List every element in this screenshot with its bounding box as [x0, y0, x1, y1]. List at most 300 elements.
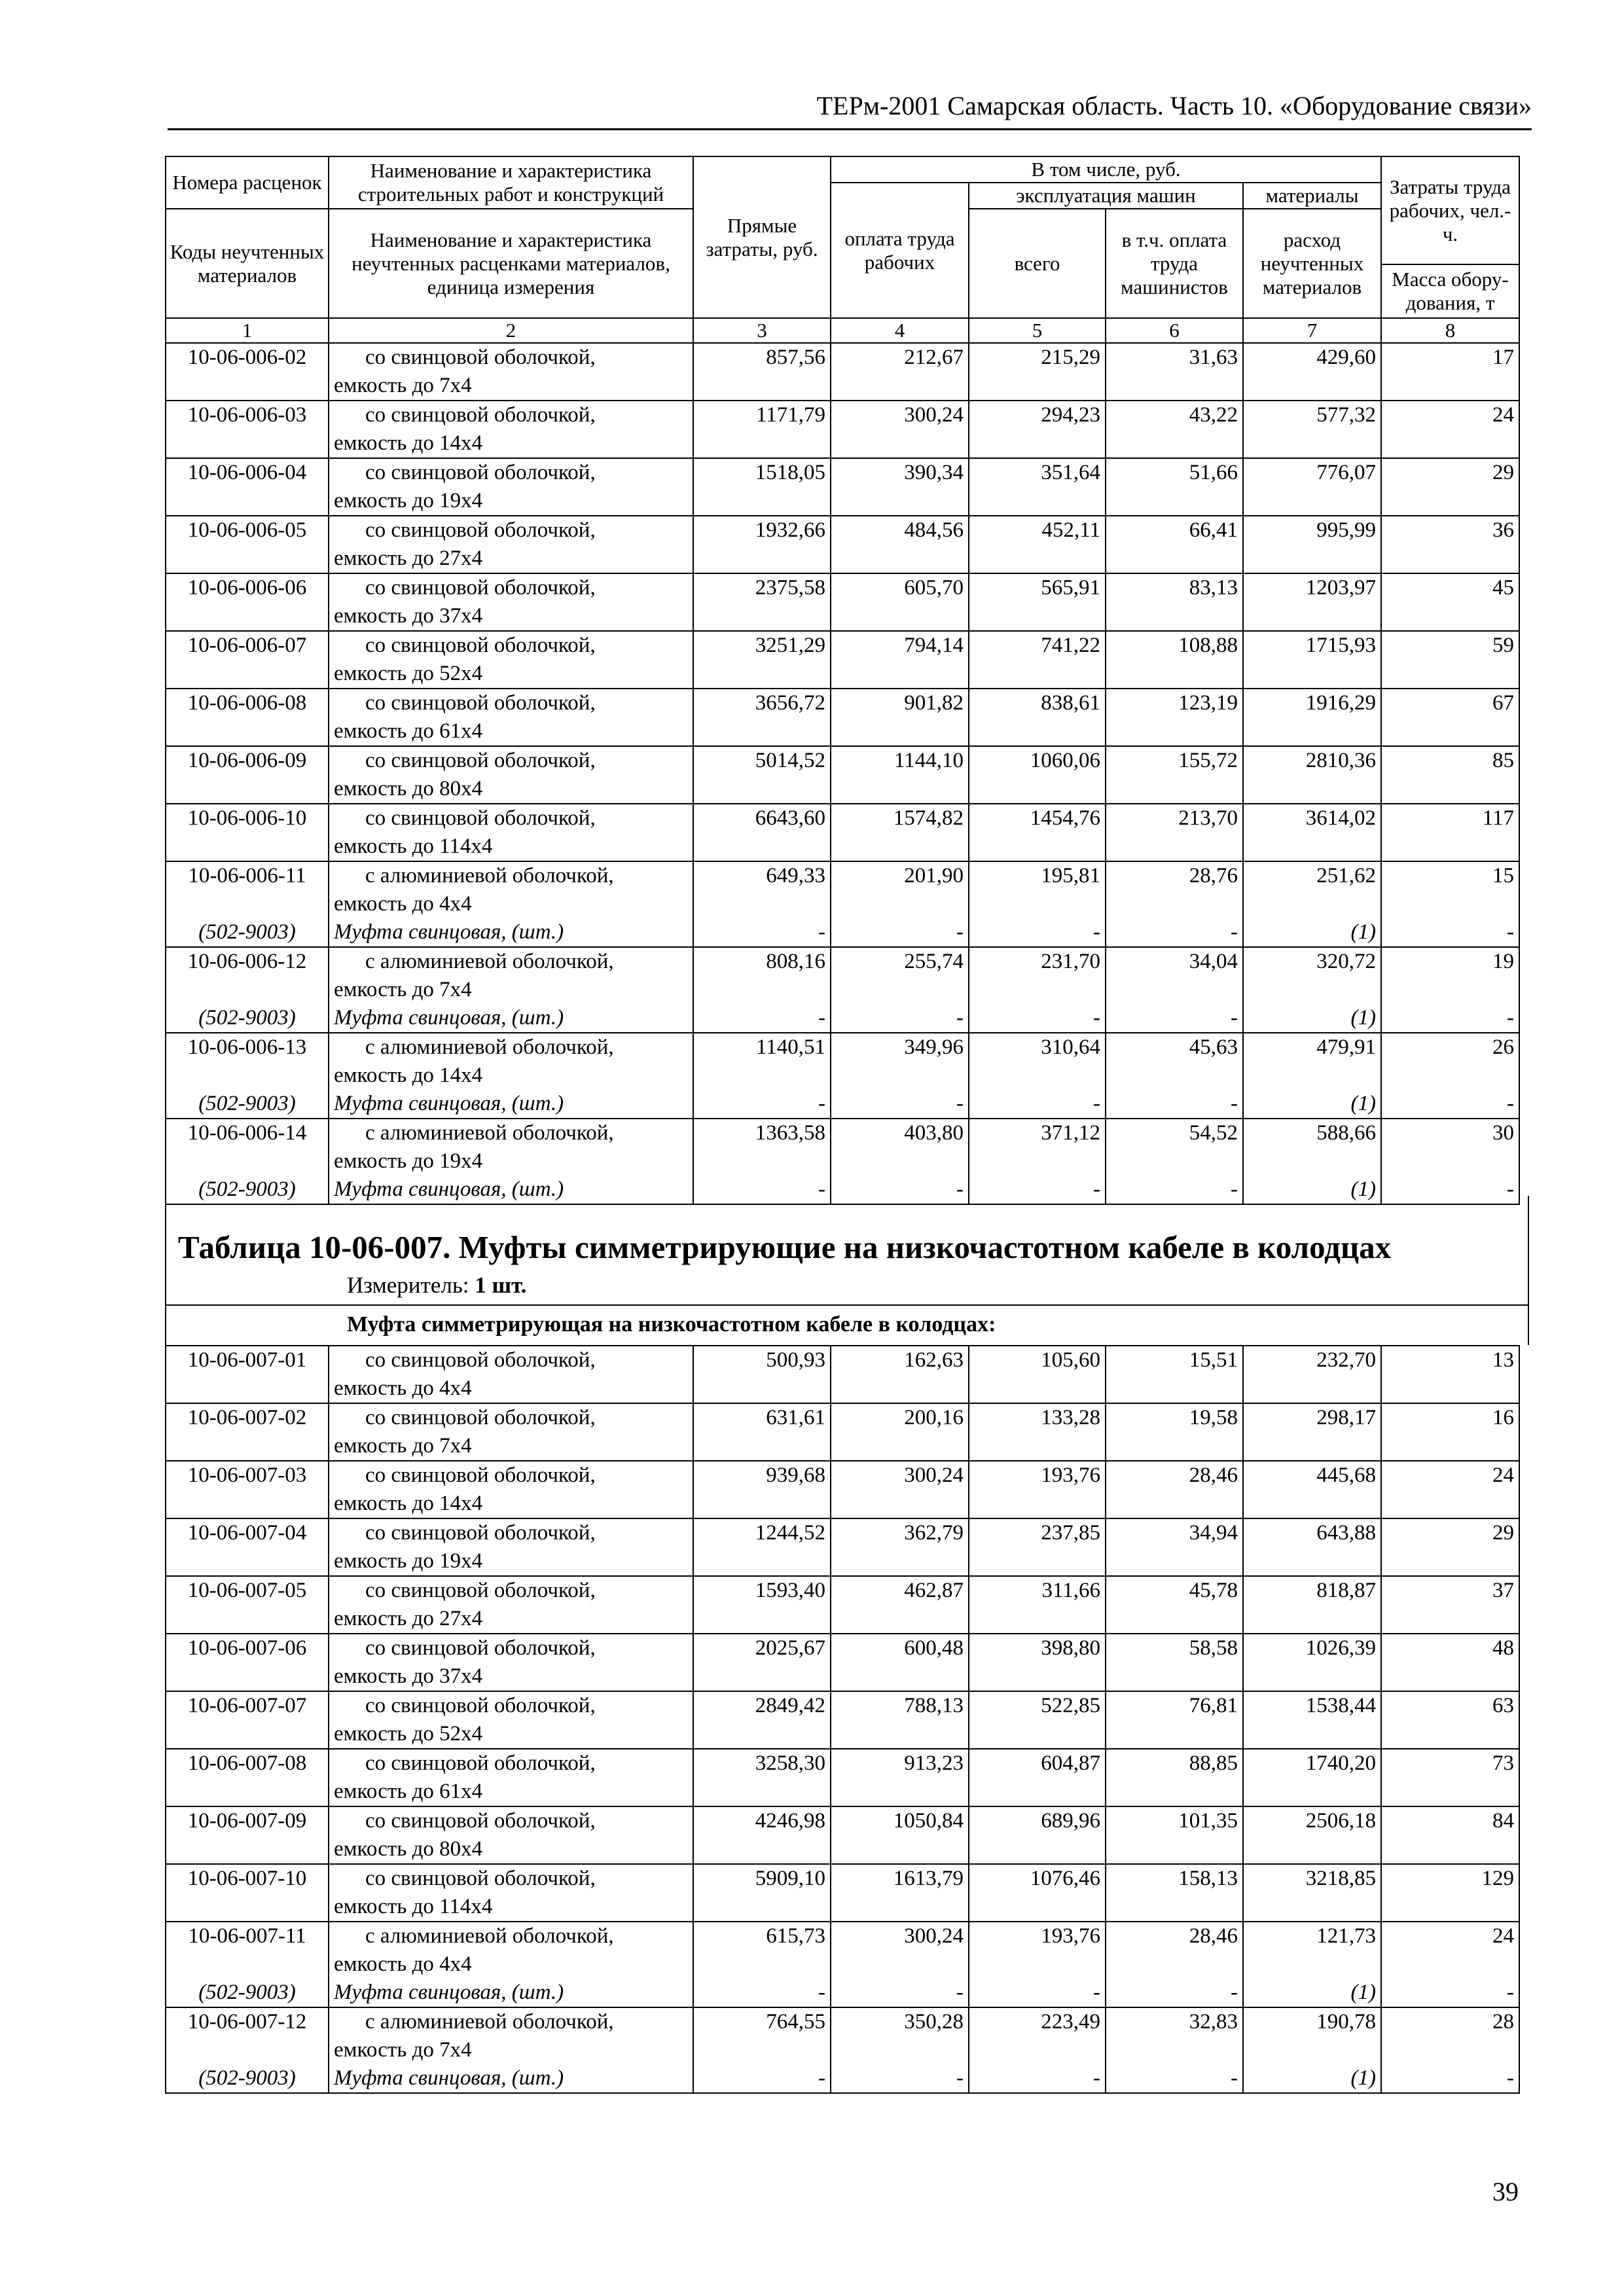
machines-header: эксплуатация машин: [969, 183, 1243, 209]
rate-name-line1: со свинцовой оболочкой,: [365, 346, 596, 369]
materials-cost: 232,70: [1243, 1346, 1381, 1403]
direct-costs: 939,68: [693, 1461, 831, 1518]
col-number: 4: [831, 318, 969, 343]
material-dash: -: [1507, 2066, 1514, 2090]
machinists-pay: 43,22: [1106, 401, 1243, 458]
machines-total-value: 195,81: [1041, 864, 1100, 888]
labor-hours: [1381, 1119, 1519, 1204]
materials-cost: [1243, 947, 1381, 1033]
materials-cost: 3218,85: [1243, 1864, 1381, 1922]
column-header-table: [165, 156, 1520, 344]
col1-bottom-header: Коды неучтенных материалов: [166, 209, 329, 318]
material-dash: -: [956, 2066, 964, 2090]
rate-row: [166, 1864, 1519, 1922]
machinists-pay: 51,66: [1106, 458, 1243, 516]
rate-name-line1: со свинцовой оболочкой,: [365, 1694, 596, 1717]
labor-pay: 913,23: [831, 1749, 969, 1806]
direct-costs: 5014,52: [693, 746, 831, 804]
material-dash: -: [1093, 1006, 1100, 1030]
material-dash: -: [1231, 1981, 1238, 2004]
labor-hours: 129: [1381, 1864, 1519, 1922]
materials-cost: 3614,02: [1243, 804, 1381, 861]
rate-name-line1: со свинцовой оболочкой,: [365, 518, 596, 542]
material-dash: -: [818, 2066, 825, 2090]
material-dash: -: [1093, 2066, 1100, 2090]
labor-pay: 600,48: [831, 1634, 969, 1691]
labor-hours: 17: [1381, 343, 1519, 401]
machines-total: 351,64: [969, 458, 1106, 516]
materials-cost: 995,99: [1243, 516, 1381, 573]
labor-pay: 212,67: [831, 343, 969, 401]
labor-hours: 117: [1381, 804, 1519, 861]
direct-costs: 3656,72: [693, 689, 831, 746]
labor-hours: 48: [1381, 1634, 1519, 1691]
rate-name: [329, 746, 693, 804]
rate-row-with-material: [166, 947, 1519, 1033]
labor-hours: [1381, 861, 1519, 947]
machines-total: 741,22: [969, 631, 1106, 689]
material-code: (502-9003): [198, 1006, 296, 1030]
machinists-pay-value: 34,04: [1189, 950, 1238, 973]
direct-costs: [693, 1119, 831, 1204]
labor-hours-value: 19: [1492, 950, 1514, 973]
materials-cost: 445,68: [1243, 1461, 1381, 1518]
rate-name: [329, 689, 693, 746]
rate-name: [329, 1033, 693, 1119]
labor-pay-value: 349,96: [904, 1035, 964, 1059]
materials-cost: 818,87: [1243, 1576, 1381, 1634]
labor-pay-value: 350,28: [904, 2010, 964, 2034]
machines-total: [969, 861, 1106, 947]
machinists-pay-value: 28,76: [1189, 864, 1238, 888]
rate-code-text: 10-06-006-11: [188, 864, 306, 888]
labor-pay: [831, 947, 969, 1033]
direct-costs: 500,93: [693, 1346, 831, 1403]
machinists-pay: 34,94: [1106, 1518, 1243, 1576]
direct-costs-value: 808,16: [766, 950, 825, 973]
materials-cost: [1243, 1033, 1381, 1119]
labor-pay: 794,14: [831, 631, 969, 689]
machines-total: [969, 1119, 1106, 1204]
labor-pay: 300,24: [831, 401, 969, 458]
rate-code: 10-06-006-06: [166, 573, 329, 631]
materials-cost: [1243, 861, 1381, 947]
rate-code-text: 10-06-007-12: [187, 2010, 307, 2034]
materials-cost: [1243, 1119, 1381, 1204]
labor-hours: 24: [1381, 401, 1519, 458]
direct-costs-value: 764,55: [766, 2010, 825, 2034]
machines-total: 311,66: [969, 1576, 1106, 1634]
direct-costs: 2849,42: [693, 1691, 831, 1749]
materials-cost: 1715,93: [1243, 631, 1381, 689]
rate-row-with-material: [166, 1033, 1519, 1119]
col2-bottom-header: Наименование и характеристика неучтенных расценками материалов, единица измерения: [329, 209, 693, 318]
rate-name-line1: со свинцовой оболочкой,: [365, 1579, 596, 1602]
machines-total: 133,28: [969, 1403, 1106, 1461]
material-dash: -: [818, 1981, 825, 2004]
labor-hours-value: 15: [1492, 864, 1514, 888]
material-quantity: (1): [1350, 1981, 1376, 2004]
in-total-header: В том числе, руб.: [831, 156, 1381, 183]
rate-code-text: 10-06-007-11: [188, 1924, 306, 1948]
rate-name-line1: с алюминиевой оболочкой,: [365, 1121, 614, 1145]
rate-name-line2: емкость до 14х4: [334, 1492, 483, 1515]
rate-name-line1: с алюминиевой оболочкой,: [365, 1924, 614, 1948]
materials-cost: [1243, 1922, 1381, 2007]
direct-costs: 1518,05: [693, 458, 831, 516]
machines-total: 1060,06: [969, 746, 1106, 804]
material-dash: -: [1231, 1177, 1238, 1201]
machines-total: 689,96: [969, 1806, 1106, 1864]
machinists-pay: 88,85: [1106, 1749, 1243, 1806]
rate-code: 10-06-007-10: [166, 1864, 329, 1922]
material-dash: -: [1507, 1092, 1514, 1115]
material-name: Муфта свинцовая, (шт.): [334, 1981, 564, 2004]
material-dash: -: [1231, 2066, 1238, 2090]
rate-code: 10-06-006-04: [166, 458, 329, 516]
material-dash: -: [1507, 1981, 1514, 2004]
rate-code: [166, 1119, 329, 1204]
rate-row-with-material: [166, 2007, 1519, 2093]
rate-name-line2: емкость до 114х4: [334, 834, 493, 858]
labor-pay: 390,34: [831, 458, 969, 516]
rate-name-line2: емкость до 27х4: [334, 547, 483, 570]
machines-total: 565,91: [969, 573, 1106, 631]
rate-name-line2: емкость до 7х4: [334, 2038, 472, 2062]
materials-header: материалы: [1243, 183, 1381, 209]
rate-name-line1: со свинцовой оболочкой,: [365, 749, 596, 772]
rate-name-line1: с алюминиевой оболочкой,: [365, 2010, 614, 2034]
materials-cost: 1026,39: [1243, 1634, 1381, 1691]
rate-row: [166, 689, 1519, 746]
material-dash: -: [956, 920, 964, 944]
material-name: Муфта свинцовая, (шт.): [334, 920, 564, 944]
machinists-pay: 66,41: [1106, 516, 1243, 573]
rate-row: [166, 573, 1519, 631]
direct-costs: [693, 861, 831, 947]
rate-code: 10-06-007-05: [166, 1576, 329, 1634]
rate-code: 10-06-006-05: [166, 516, 329, 573]
direct-costs: [693, 1922, 831, 2007]
rate-row: [166, 401, 1519, 458]
material-dash: -: [956, 1981, 964, 2004]
col-number: 5: [969, 318, 1106, 343]
page-number: 39: [1492, 2177, 1519, 2206]
direct-costs: 1593,40: [693, 1576, 831, 1634]
direct-costs: 857,56: [693, 343, 831, 401]
rate-name-line1: с алюминиевой оболочкой,: [365, 950, 614, 973]
material-quantity: (1): [1350, 1092, 1376, 1115]
material-code: (502-9003): [198, 1981, 296, 2004]
rate-name-line2: емкость до 19х4: [334, 1549, 483, 1573]
labor-hours: [1381, 1033, 1519, 1119]
col5-header: всего: [969, 209, 1106, 318]
rate-name-line1: со свинцовой оболочкой,: [365, 634, 596, 657]
machinists-pay: 155,72: [1106, 746, 1243, 804]
machines-total-value: 231,70: [1041, 950, 1100, 973]
rate-name: [329, 1346, 693, 1403]
direct-costs: 2025,67: [693, 1634, 831, 1691]
rate-name-line1: с алюминиевой оболочкой,: [365, 864, 614, 888]
running-header: ТЕРм-2001 Самарская область. Часть 10. «Оборудование связи»: [816, 91, 1532, 120]
material-code: (502-9003): [198, 2066, 296, 2090]
machinists-pay: 31,63: [1106, 343, 1243, 401]
labor-pay: 362,79: [831, 1518, 969, 1576]
rate-name-line1: со свинцовой оболочкой,: [365, 691, 596, 715]
labor-hours: 29: [1381, 458, 1519, 516]
labor-hours: 13: [1381, 1346, 1519, 1403]
col4-header: оплата труда рабочих: [831, 183, 969, 318]
machines-total: 604,87: [969, 1749, 1106, 1806]
direct-costs: 1244,52: [693, 1518, 831, 1576]
material-dash: -: [1507, 920, 1514, 944]
col-number: 1: [166, 318, 329, 343]
rate-name: [329, 947, 693, 1033]
machinists-pay-value: 32,83: [1189, 2010, 1238, 2034]
material-dash: -: [1093, 1981, 1100, 2004]
materials-cost: 2506,18: [1243, 1806, 1381, 1864]
rate-name: [329, 401, 693, 458]
rate-code: 10-06-006-08: [166, 689, 329, 746]
rate-name-line2: емкость до 80х4: [334, 777, 483, 800]
machinists-pay-value: 54,52: [1189, 1121, 1238, 1145]
material-code: (502-9003): [198, 1092, 296, 1115]
materials-cost-value: 588,66: [1316, 1121, 1376, 1145]
materials-cost-value: 479,91: [1316, 1035, 1376, 1059]
machines-total: 193,76: [969, 1461, 1106, 1518]
direct-costs: 2375,58: [693, 573, 831, 631]
rate-name-line1: со свинцовой оболочкой,: [365, 1521, 596, 1545]
labor-pay: 1574,82: [831, 804, 969, 861]
machines-total: 838,61: [969, 689, 1106, 746]
machinists-pay: 101,35: [1106, 1806, 1243, 1864]
rate-name-line1: со свинцовой оболочкой,: [365, 806, 596, 830]
rate-name: [329, 1518, 693, 1576]
rate-code: 10-06-007-06: [166, 1634, 329, 1691]
col8-bottom-header: Масса обору-дования, т: [1381, 264, 1519, 318]
rate-name-line2: емкость до 52х4: [334, 1722, 483, 1746]
rate-name: [329, 516, 693, 573]
materials-cost: 1538,44: [1243, 1691, 1381, 1749]
machines-total: 1076,46: [969, 1864, 1106, 1922]
rate-name-line2: емкость до 61х4: [334, 1780, 483, 1803]
direct-costs-value: 1140,51: [755, 1035, 825, 1059]
table-title-block: [165, 1196, 1529, 1345]
labor-pay: 1144,10: [831, 746, 969, 804]
machinists-pay: 213,70: [1106, 804, 1243, 861]
rate-name: [329, 1806, 693, 1864]
machinists-pay-value: 28,46: [1189, 1924, 1238, 1948]
rate-name-line2: емкость до 37х4: [334, 604, 483, 628]
materials-cost-value: 251,62: [1316, 864, 1376, 888]
material-dash: -: [818, 920, 825, 944]
labor-pay: [831, 1922, 969, 2007]
materials-cost: 2810,36: [1243, 746, 1381, 804]
rate-name: [329, 343, 693, 401]
rate-row: [166, 343, 1519, 401]
direct-costs: 4246,98: [693, 1806, 831, 1864]
materials-cost: 1203,97: [1243, 573, 1381, 631]
labor-hours-value: 26: [1492, 1035, 1514, 1059]
section-subtitle: Муфта симметрирующая на низкочастотном кабеле в колодцах:: [347, 1312, 996, 1336]
col-number: 3: [693, 318, 831, 343]
rate-name-line2: емкость до 7х4: [334, 978, 472, 1001]
materials-cost: 1916,29: [1243, 689, 1381, 746]
rate-name-line2: емкость до 4х4: [334, 1376, 472, 1400]
rate-name: [329, 1864, 693, 1922]
rate-name: [329, 2007, 693, 2093]
rate-row: [166, 516, 1519, 573]
material-dash: -: [1093, 1177, 1100, 1201]
rate-row: [166, 1749, 1519, 1806]
machines-total: [969, 1922, 1106, 2007]
labor-pay: 300,24: [831, 1461, 969, 1518]
material-quantity: (1): [1350, 1006, 1376, 1030]
rate-name: [329, 1634, 693, 1691]
col7-header: расход неучтенных материалов: [1243, 209, 1381, 318]
machinists-pay: [1106, 947, 1243, 1033]
table-title: Таблица 10-06-007. Муфты симметрирующие на низкочастотном кабеле в колодцах: [178, 1229, 1392, 1265]
direct-costs: [693, 1033, 831, 1119]
machinists-pay: 83,13: [1106, 573, 1243, 631]
measure-unit: [347, 1272, 526, 1299]
machines-total: [969, 1033, 1106, 1119]
labor-hours: 16: [1381, 1403, 1519, 1461]
rate-code: [166, 1922, 329, 2007]
materials-cost: 577,32: [1243, 401, 1381, 458]
materials-cost-value: 121,73: [1316, 1924, 1376, 1948]
direct-costs: 631,61: [693, 1403, 831, 1461]
labor-hours: 29: [1381, 1518, 1519, 1576]
rate-name: [329, 458, 693, 516]
rate-row: [166, 1634, 1519, 1691]
rate-name: [329, 631, 693, 689]
material-dash: -: [818, 1006, 825, 1030]
materials-cost: [1243, 2007, 1381, 2093]
machines-total: 215,29: [969, 343, 1106, 401]
col-number: 8: [1381, 318, 1519, 343]
labor-pay: 162,63: [831, 1346, 969, 1403]
labor-pay: 1613,79: [831, 1864, 969, 1922]
machinists-pay: 19,58: [1106, 1403, 1243, 1461]
direct-costs-value: 1363,58: [755, 1121, 825, 1145]
material-dash: -: [818, 1092, 825, 1115]
rate-code: 10-06-006-02: [166, 343, 329, 401]
rate-name-line2: емкость до 19х4: [334, 489, 483, 512]
measure-value: 1 шт.: [475, 1272, 527, 1298]
materials-cost: 429,60: [1243, 343, 1381, 401]
material-dash: -: [956, 1177, 964, 1201]
materials-cost: 643,88: [1243, 1518, 1381, 1576]
machines-total: [969, 2007, 1106, 2093]
rate-name-line2: емкость до 61х4: [334, 719, 483, 743]
labor-pay-value: 403,80: [904, 1121, 964, 1145]
rate-name-line2: емкость до 37х4: [334, 1664, 483, 1688]
labor-hours: 24: [1381, 1461, 1519, 1518]
rate-name-line1: с алюминиевой оболочкой,: [365, 1035, 614, 1059]
labor-hours: [1381, 2007, 1519, 2093]
rate-code: 10-06-007-09: [166, 1806, 329, 1864]
rate-row: [166, 746, 1519, 804]
labor-hours: 59: [1381, 631, 1519, 689]
labor-hours: 85: [1381, 746, 1519, 804]
materials-cost: 1740,20: [1243, 1749, 1381, 1806]
rate-name-line2: емкость до 114х4: [334, 1895, 493, 1918]
rate-code-text: 10-06-006-12: [187, 950, 307, 973]
material-dash: -: [956, 1092, 964, 1115]
rate-row: [166, 804, 1519, 861]
labor-pay: 200,16: [831, 1403, 969, 1461]
material-name: Муфта свинцовая, (шт.): [334, 2066, 564, 2090]
col-number: 2: [329, 318, 693, 343]
machines-total-value: 193,76: [1041, 1924, 1100, 1948]
rate-name: [329, 804, 693, 861]
material-dash: -: [1231, 920, 1238, 944]
rate-row: [166, 1806, 1519, 1864]
direct-costs-value: 649,33: [766, 864, 825, 888]
col-number: 7: [1243, 318, 1381, 343]
rate-row: [166, 1518, 1519, 1576]
col8-top-header: Затраты труда рабочих, чел.-ч.: [1381, 156, 1519, 264]
labor-hours: 36: [1381, 516, 1519, 573]
material-quantity: (1): [1350, 2066, 1376, 2090]
rate-name-line1: со свинцовой оболочкой,: [365, 1348, 596, 1372]
direct-costs: 1171,79: [693, 401, 831, 458]
rate-row: [166, 631, 1519, 689]
rate-code-text: 10-06-006-13: [187, 1035, 307, 1059]
col3-header: Прямые затраты, руб.: [693, 156, 831, 318]
col1-top-header: Номера расценок: [166, 156, 329, 209]
rate-code: [166, 2007, 329, 2093]
rate-name: [329, 1461, 693, 1518]
rate-row-with-material: [166, 1119, 1519, 1204]
labor-hours: [1381, 1922, 1519, 2007]
rate-name: [329, 1403, 693, 1461]
col-number: 6: [1106, 318, 1243, 343]
labor-hours-value: 28: [1492, 2010, 1514, 2034]
machinists-pay: 76,81: [1106, 1691, 1243, 1749]
machinists-pay: [1106, 1922, 1243, 2007]
rate-code: 10-06-007-02: [166, 1403, 329, 1461]
machines-total: 294,23: [969, 401, 1106, 458]
measure-label: Измеритель:: [347, 1272, 469, 1298]
rate-name-line2: емкость до 14х4: [334, 1064, 483, 1087]
header-rule: [168, 128, 1532, 130]
rate-name: [329, 1691, 693, 1749]
direct-costs-value: 615,73: [766, 1924, 825, 1948]
rate-row: [166, 1576, 1519, 1634]
rate-name-line1: со свинцовой оболочкой,: [365, 1636, 596, 1660]
labor-pay: 1050,84: [831, 1806, 969, 1864]
direct-costs: 3251,29: [693, 631, 831, 689]
machinists-pay-value: 45,63: [1189, 1035, 1238, 1059]
rate-code: [166, 947, 329, 1033]
machines-total: 398,80: [969, 1634, 1106, 1691]
material-dash: -: [1507, 1177, 1514, 1201]
rate-row: [166, 1346, 1519, 1403]
material-quantity: (1): [1350, 1177, 1376, 1201]
rate-name-line2: емкость до 19х4: [334, 1149, 483, 1173]
labor-hours: 67: [1381, 689, 1519, 746]
rate-name-line2: емкость до 27х4: [334, 1607, 483, 1630]
machinists-pay: 158,13: [1106, 1864, 1243, 1922]
machines-total-value: 310,64: [1041, 1035, 1100, 1059]
machinists-pay: [1106, 861, 1243, 947]
rate-code: 10-06-006-09: [166, 746, 329, 804]
rate-name-line1: со свинцовой оболочкой,: [365, 576, 596, 600]
rate-row: [166, 1403, 1519, 1461]
labor-pay: 605,70: [831, 573, 969, 631]
